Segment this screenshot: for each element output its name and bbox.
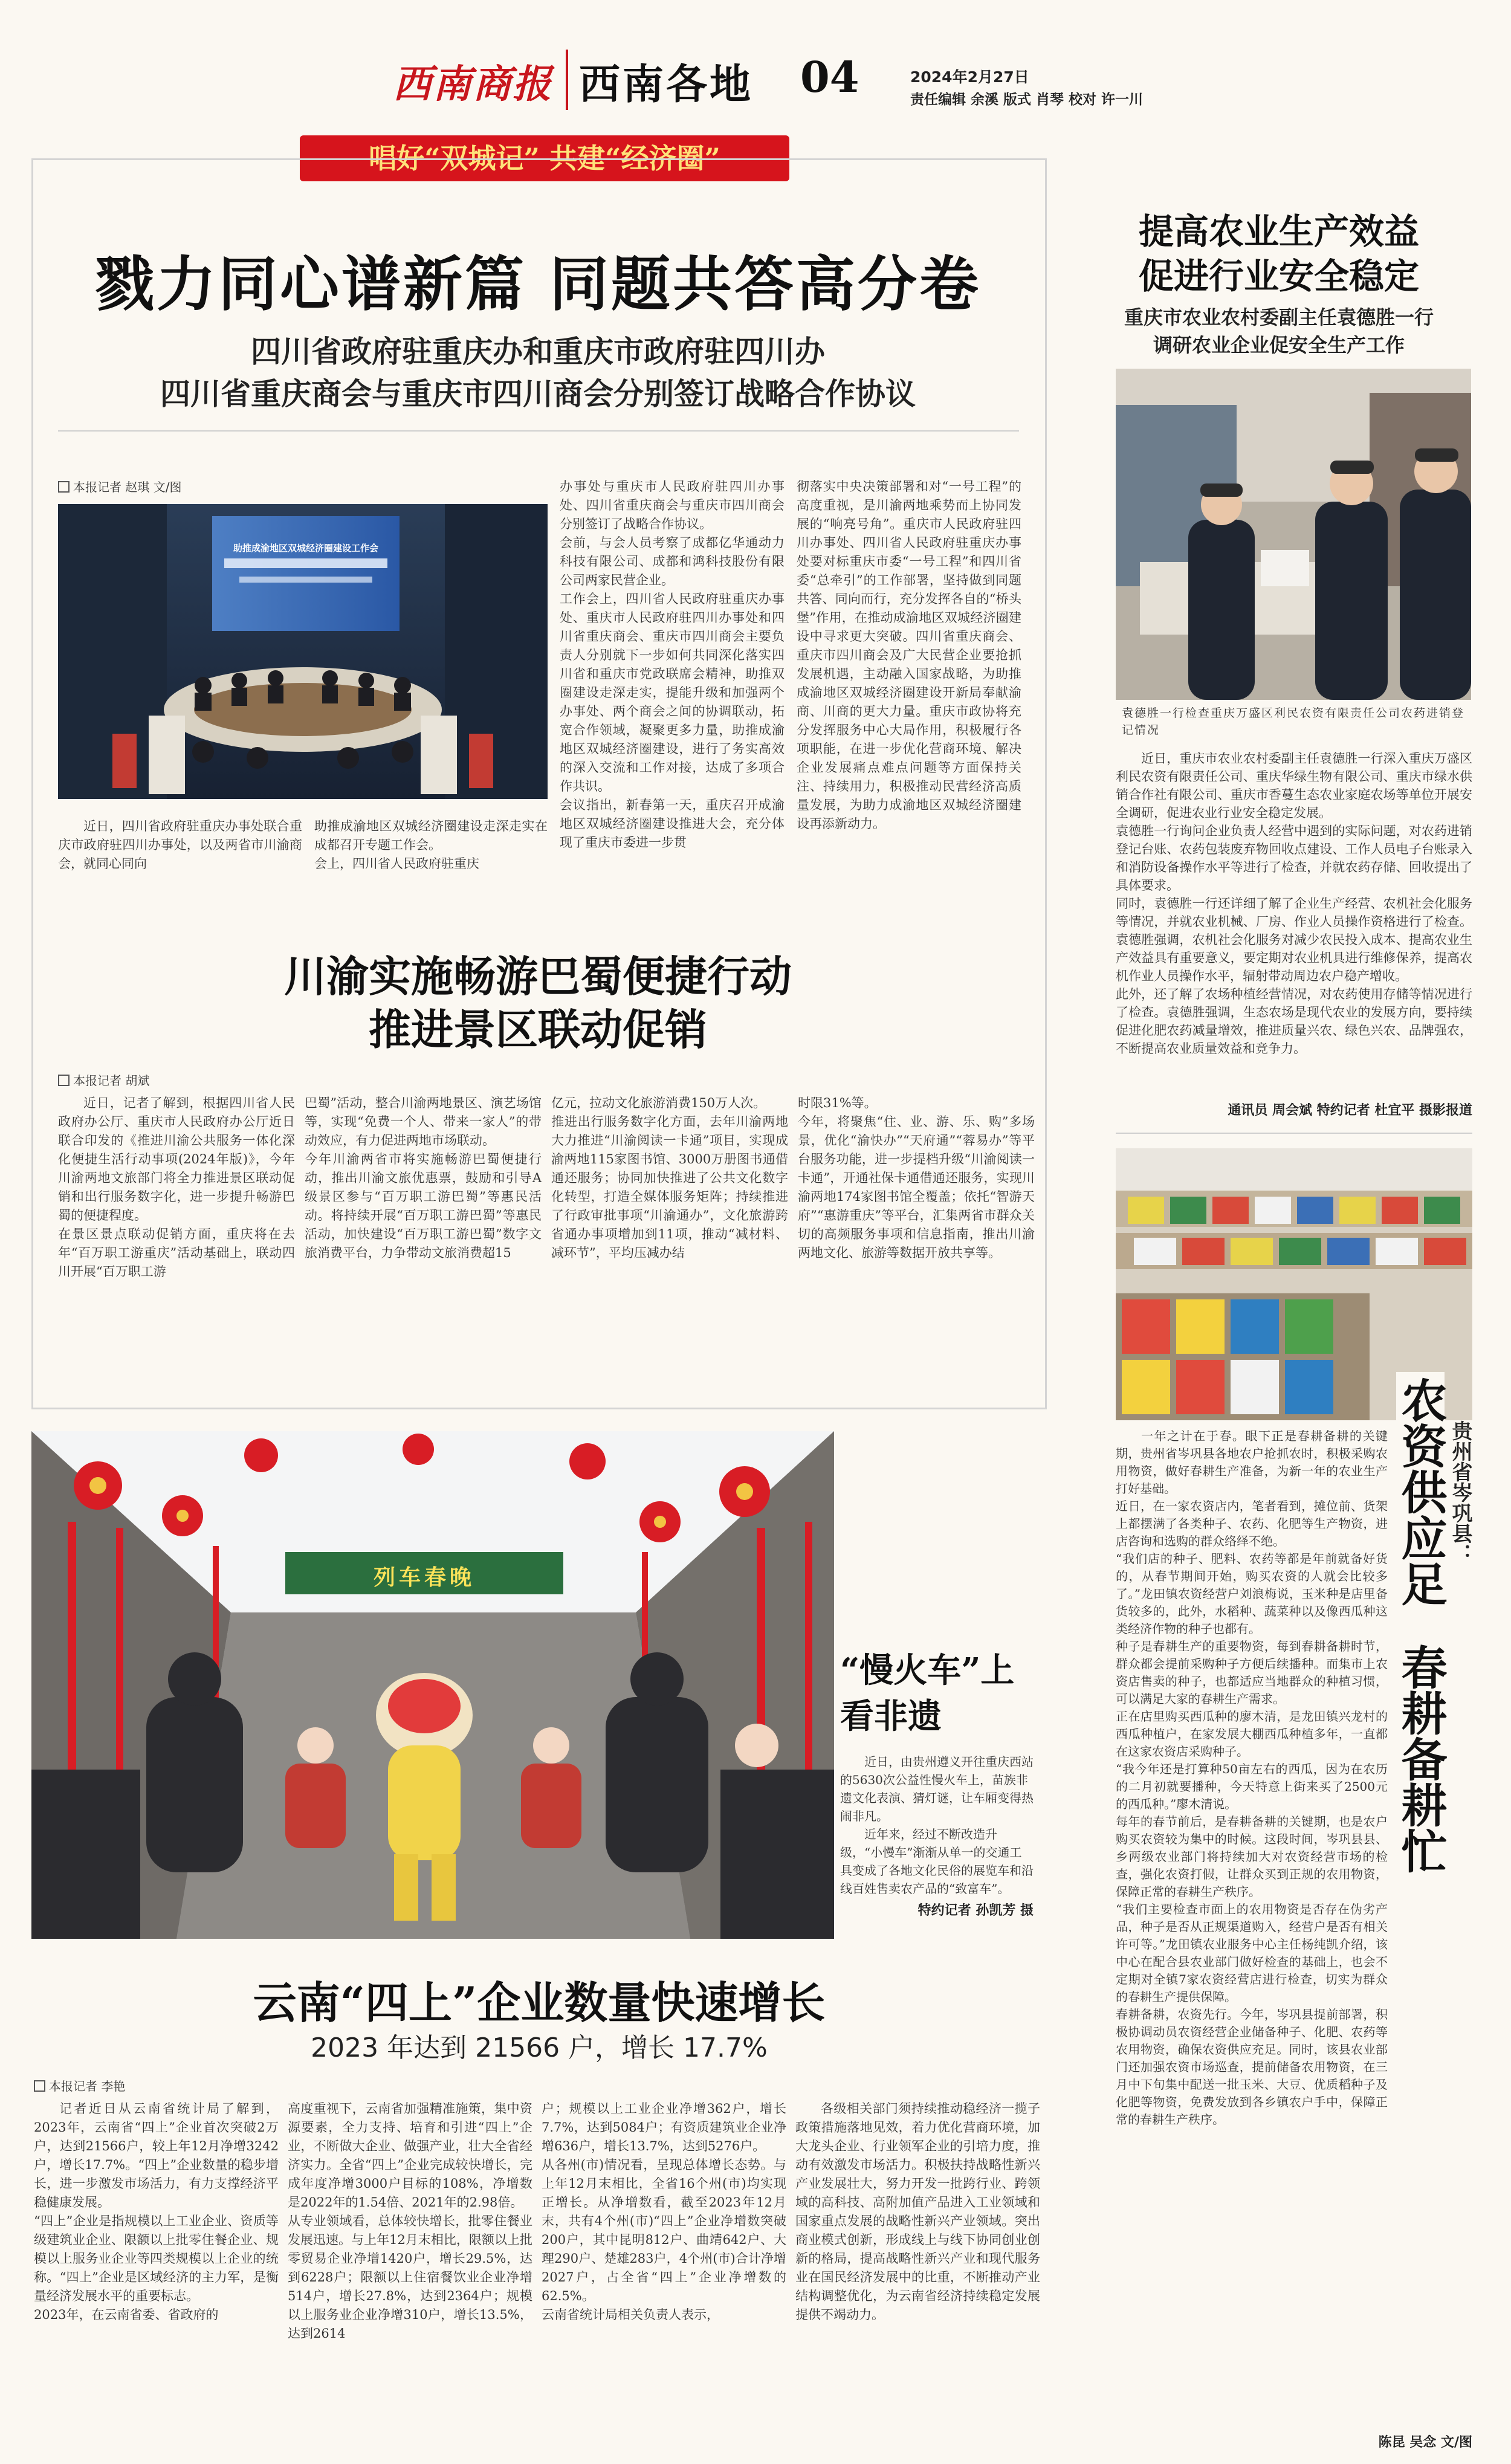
photo-story-headline-1: “慢火车”上 xyxy=(840,1651,1015,1690)
story1-headline: 戮力同心谱新篇 同题共答高分卷 xyxy=(94,250,982,319)
right1-subhead-1: 重庆市农业农村委副主任袁德胜一行 xyxy=(1124,306,1434,329)
story1-col-4 xyxy=(797,477,1021,914)
page-number: 04 xyxy=(800,52,859,102)
story2-col-2-text: 巴蜀”活动，整合川渝两地景区、演艺场馆等，实现“免费一个人、带来一家人”的带动效应，有力促进两地市场联动。 今年川渝两省市将实施畅游巴蜀便捷行动，推出川渝文旅优惠票，鼓励和引导A级景区参与“百万职工游巴蜀”等惠民活动。将持续开展“百万职工游巴蜀”等惠民活动，加快建设“百万职工游巴蜀”数字文旅消费平台，力争带动文旅消费超15 xyxy=(305,1096,542,1260)
masthead-logo: 西南商报 xyxy=(393,62,552,107)
story1-col-1-text: 近日，四川省政府驻重庆办事处联合重庆市政府驻四川办事处，以及两省市川渝商会，就同心同向 xyxy=(58,819,302,871)
story3-col-4-text: 各级相关部门须持续推动稳经济一揽子政策措施落地见效，着力优化营商环境，加大龙头企业、行业领军企业的引培力度，推动有效激发市场活力。积极扶持战略性新兴产业发展壮大，努力开发一批跨行业、跨领域的高科技、高附加值产品进入工业领域和国家重点发展的战略性新兴产业领域。突出商业模式创新，形成线上与线下协同创业创新的格局，提高战略性新兴产业和现代服务业在国民经济发展中的比重，不断推动产业结构调整优化，为云南省经济持续稳定发展提供不竭动力。 xyxy=(795,2101,1040,2322)
story1-col-2 xyxy=(314,817,548,914)
story3-col-1 xyxy=(34,2100,279,2438)
story1-col-1 xyxy=(58,817,302,914)
story3-col-3 xyxy=(542,2100,786,2438)
story2-col-2 xyxy=(305,1094,542,1396)
right1-headline-2: 促进行业安全稳定 xyxy=(1138,256,1419,297)
masthead-divider xyxy=(566,50,568,110)
story3-col-3-text: 户；规模以上工业企业净增362户，增长7.7%，达到5084户；有资质建筑业企业净增636户，增长13.7%，达到5276户。 从各州(市)情况看，呈现总体增长态势。与上年12月末相比，全省16个州(市)均实现正增长。从净增数看，截至2023年12月末，共有4个州(市)“四上”企业净增数突破200户，其中昆明812户、曲靖642户、大理290户、楚雄283户，4个州(市)合计净增2027户，占全省“四上”企业净增数的62.5%。 云南省统计局相关负责人表示， xyxy=(542,2101,786,2322)
train-photo xyxy=(31,1431,834,1939)
right-divider xyxy=(1116,1133,1472,1134)
story3-col-1-text: 记者近日从云南省统计局了解到，2023年，云南省“四上”企业首次突破2万户，达到21566户，较上年12月净增3242户，增长17.7%。“四上”企业数量的稳步增长，进一步激发市场活力，有力支撑经济平稳健康发展。 “四上”企业是指规模以上工业企业、资质等级建筑业企业、限额以上批零住餐企业、规模以上服务业企业等四类规模以上企业的统称。“四上”企业是区域经济的主力军，是衡量经济发展水平的重要标志。 2023年，在云南省委、省政府的 xyxy=(34,2101,279,2322)
photo-story-caption-1: 近日，由贵州遵义开往重庆西站的5630次公益性慢火车上，苗族非遗文化表演、猜灯谜，让车厢变得热闹非凡。 xyxy=(840,1754,1034,1823)
inspection-photo xyxy=(1116,369,1471,700)
topic-banner-text: 唱好“双城记” 共建“经济圈” xyxy=(369,142,720,175)
story3-col-2-text: 高度重视下，云南省加强精准施策，集中资源要素，全力支持、培育和引进“四上”企业，不断做大企业、做强产业，壮大全省经济实力。全省“四上”企业完成较快增长，完成年度净增3000户目标的108%，净增数是2022年的1.54倍、2021年的2.98倍。 从专业领域看，总体较快增长，批零住餐业发展迅速。与上年12月末相比，限额以上批零贸易企业净增1420户，增长29.5%，达到6228户；限额以上住宿餐饮业企业净增514户，增长27.8%，达到2364户；规模以上服务业企业净增310户，增长13.5%，达到2614 xyxy=(288,2101,532,2341)
right2-body-text: 一年之计在于春。眼下正是春耕备耕的关键期，贵州省岑巩县各地农户抢抓农时，积极采购农用物资，做好春耕生产准备，为新一年的农业生产打好基础。 近日，在一家农资店内，笔者看到，摊位前、货架上都摆满了各类种子、农药、化肥等生产物资，进店咨询和选购的群众络绎不绝。 “我们店的种子、肥料、农药等都是年前就备好货的，从春节期间开始，购买农资的人就会比较多了。”龙田镇农资经营户刘浪梅说，玉米种是店里备货较多的，此外，水稻种、蔬菜种以及像西瓜种这类经济作物的种子也都有。 种子是春耕生产的重要物资，每到春耕备耕时节，群众都会提前采购种子方便后续播种。而集市上农资店售卖的种子，也都适应当地群众的种植习惯，可以满足大家的春耕生产需求。 正在店里购买西瓜种的廖木清，是龙田镇兴龙村的西瓜种植户，在家发展大棚西瓜种植多年，一直都在这家农资店采购种子。 “我今年还是打算种50亩左右的西瓜，因为在农历的二月初就要播种，今天特意上街来买了2500元的西瓜种。”廖木清说。 每年的春节前后，是春耕备耕的关键期，也是农户购买农资较为集中的时候。这段时间，岑巩县县、乡两级农业部门将持续加大对农资经营市场的检查，强化农资打假，让群众买到正规的农用物资，保障正常的春耕生产秩序。 “我们主要检查市面上的农用物资是否存在伪劣产品，种子是否从正规渠道购入，经营户是否有相关许可等。”龙田镇农业服务中心主任杨纯凯介绍，该中心在配合县农业部门做好检查的基础上，也会不定期对全镇7家农资经营店进行检查，切实为群众的春耕生产提供保障。 春耕备耕，农资先行。今年，岑巩县提前部署，积极协调动员农资经营企业储备种子、化肥、农药等农用物资，确保农资供应充足。同时，该县农业部门还加强农资市场巡查，提前储备农用物资，在三月中下旬集中配送一批玉米、大豆、优质稻种子及化肥等物资，免费发放到各乡镇农户手中，保障正常的春耕生产秩序。 xyxy=(1116,1429,1388,2127)
right2-body xyxy=(1116,1428,1388,2425)
story1-byline: 本报记者 赵琪 文/图 xyxy=(58,477,181,495)
right2-credit: 陈昆 吴念 文/图 xyxy=(1378,2435,1472,2450)
story2-headline-1: 川渝实施畅游巴蜀便捷行动 xyxy=(284,951,792,1001)
story2-col-1 xyxy=(58,1094,295,1396)
story2-headline-2: 推进景区联动促销 xyxy=(369,1004,707,1055)
story1-subhead-2: 四川省重庆商会与重庆市四川商会分别签订战略合作协议 xyxy=(160,376,916,412)
photo-story-caption xyxy=(840,1753,1034,1919)
inspection-photo-caption: 袁德胜一行检查重庆万盛区利民农资有限责任公司农药进销登记情况 xyxy=(1122,707,1465,737)
meeting-photo xyxy=(58,504,548,799)
photo-story-credit: 特约记者 孙凯芳 摄 xyxy=(917,1903,1034,1918)
story3-col-4 xyxy=(795,2100,1040,2438)
story1-col-4-text: 彻落实中央决策部署和对“一号工程”的高度重视，是川渝两地乘势而上协同发展的“响亮号角”。重庆市人民政府驻四川办事处、四川省人民政府驻重庆办事处要对标重庆市委“一号工程”和四川省委“总牵引”的工作部署，坚持做到同题共答、同向而行，充分发挥各自的“桥头堡”作用，在推动成渝地区双城经济圈建设中寻求更大突破。四川省重庆商会、重庆市四川商会及广大民营企业要抢抓发展机遇，主动融入国家战略，为助推成渝地区双城经济圈建设开新局奉献渝商、川商的更大力量。重庆市政协将充分发挥服务中心大局作用，积极履行各项职能，在进一步优化营商环境、解决企业发展痛点难点问题等方面保持关注、持续用力，积极推动民营经济高质量发展，为助力成渝地区双城经济圈建设再添新动力。 xyxy=(797,479,1021,831)
right1-credit: 通讯员 周会斌 特约记者 杜宜平 摄影报道 xyxy=(1228,1103,1472,1118)
story3-byline: 本报记者 李艳 xyxy=(34,2077,125,2094)
section-title: 西南各地 xyxy=(579,60,754,109)
meeting-banner-text: 助推成渝地区双城经济圈建设工作会 xyxy=(233,543,378,554)
story2-byline: 本报记者 胡斌 xyxy=(58,1071,149,1088)
train-sign-text: 列车春晚 xyxy=(373,1565,475,1590)
right2-kicker: 贵州省岑巩县： xyxy=(1448,1420,1472,1564)
photo-story-headline-2: 看非遗 xyxy=(840,1696,942,1736)
story3-col-2 xyxy=(288,2100,532,2438)
story3-headline: 云南“四上”企业数量快速增长 xyxy=(253,1977,826,2028)
right2-headline-2: 春耕备耕忙 xyxy=(1394,1644,1448,1874)
story2-col-4-text: 时限31%等。 今年，将聚焦“住、业、游、乐、购”多场景，优化“渝快办”“天府通”“蓉易办”等平台服务功能，进一步提档升级“川渝阅读一卡通”，开通社保卡通借通还服务，实现川渝两地174家图书馆全覆盖；依托“智游天府”“惠游重庆”等平台，汇集两省市群众关切的高频服务事项和信息指南，推出川渝两地文化、旅游等数据开放共享等。 xyxy=(798,1096,1035,1260)
story1-subhead-1: 四川省政府驻重庆办和重庆市政府驻四川办 xyxy=(251,334,825,369)
editor-credits: 责任编辑 余溪 版式 肖琴 校对 许一川 xyxy=(910,92,1144,108)
story1-col-3 xyxy=(560,477,785,914)
issue-date: 2024年2月27日 xyxy=(910,68,1029,86)
story1-col-3-text: 办事处与重庆市人民政府驻四川办事处、四川省重庆商会与重庆市四川商会分别签订了战略合作协议。 会前，与会人员考察了成都亿华通动力科技有限公司、成都和鸿科技股份有限公司两家民营企业。 工作会上，四川省人民政府驻重庆办事处、重庆市人民政府驻四川办事处和四川省重庆商会、重庆市四川商会主要负责人分别就下一步如何共同深化落实四川省和重庆市党政联席会精神，助推双圈建设走深走实，提能升级和加强两个办事处、两个商会之间的协调联动，拓宽合作领域，凝聚更多力量，助推成渝地区双城经济圈建设，进行了务实高效的深入交流和工作对接，达成了多项合作共识。 会议指出，新春第一天，重庆召开成渝地区双城经济圈建设推进大会，充分体现了重庆市委进一步贯 xyxy=(560,479,785,850)
story1-col-2-text: 助推成渝地区双城经济圈建设走深走实在成都召开专题工作会。 会上，四川省人民政府驻重庆 xyxy=(314,819,548,871)
right2-headline-1: 农资供应足 xyxy=(1396,1372,1445,1611)
right1-body xyxy=(1116,749,1472,1088)
story2-col-3-text: 亿元，拉动文化旅游消费150万人次。 推进出行服务数字化方面，去年川渝两地大力推进“川渝阅读一卡通”项目，实现成渝两地115家图书馆、3000万册图书通借通还服务；协同加快推进了公共文化数字化转型，打造全媒体服务矩阵；持续推进了行政审批事项“川渝通办”，文化旅游跨省通办事项增加到11项，推动“减材料、减环节”，平均压减办结 xyxy=(551,1096,788,1260)
story2-col-1-text: 近日，记者了解到，根据四川省人民政府办公厅、重庆市人民政府办公厅近日联合印发的《推进川渝公共服务一体化深化便捷生活行动事项(2024年版)》，今年川渝两地文旅部门将全力推进景区联动促销和出行服务数字化，进一步提升畅游巴蜀的便捷程度。 在景区景点联动促销方面，重庆将在去年“百万职工游重庆”活动基础上，联动四川开展“百万职工游 xyxy=(58,1096,295,1279)
story2-col-4 xyxy=(798,1094,1035,1396)
photo-story-caption-2: 近年来，经过不断改造升级，“小慢车”渐渐从单一的交通工具变成了各地文化民俗的展览车和沿线百姓售卖农产品的“致富车”。 xyxy=(840,1827,1034,1896)
story3-subhead: 2023 年达到 21566 户，增长 17.7% xyxy=(311,2032,768,2063)
story1-rule xyxy=(58,430,1019,432)
right1-headline-1: 提高农业生产效益 xyxy=(1138,211,1419,252)
right1-body-text: 近日，重庆市农业农村委副主任袁德胜一行深入重庆万盛区利民农资有限责任公司、重庆华绿生物有限公司、重庆市绿水供销合作社有限公司、重庆市香蔓生态农业家庭农场等单位开展安全调研，促进农业行业安全稳定发展。 袁德胜一行询问企业负责人经营中遇到的实际问题，对农药进销登记台账、农药包装废弃物回收点建设、工作人员电子台账录入和消防设备操作水平等进行了检查，并就农药存储、回收提出了具体要求。 同时，袁德胜一行还详细了解了企业生产经营、农机社会化服务等情况，并就农业机械、厂房、作业人员操作资格进行了检查。袁德胜强调，农机社会化服务对减少农民投入成本、提高农业生产效益具有重要意义，要定期对农业机具进行维修保养，提高农机作业人员操作水平，辐射带动周边农户稳产增收。 此外，还了解了农场种植经营情况，对农药使用存储等情况进行了检查。袁德胜强调，生态农场是现代农业的发展方向，要持续促进化肥农药减量增效，推进质量兴农、绿色兴农、品牌强农，不断提高农业质量效益和竞争力。 xyxy=(1116,751,1472,1056)
right1-subhead-2: 调研农业企业促安全生产工作 xyxy=(1153,334,1405,357)
story2-col-3 xyxy=(551,1094,788,1396)
